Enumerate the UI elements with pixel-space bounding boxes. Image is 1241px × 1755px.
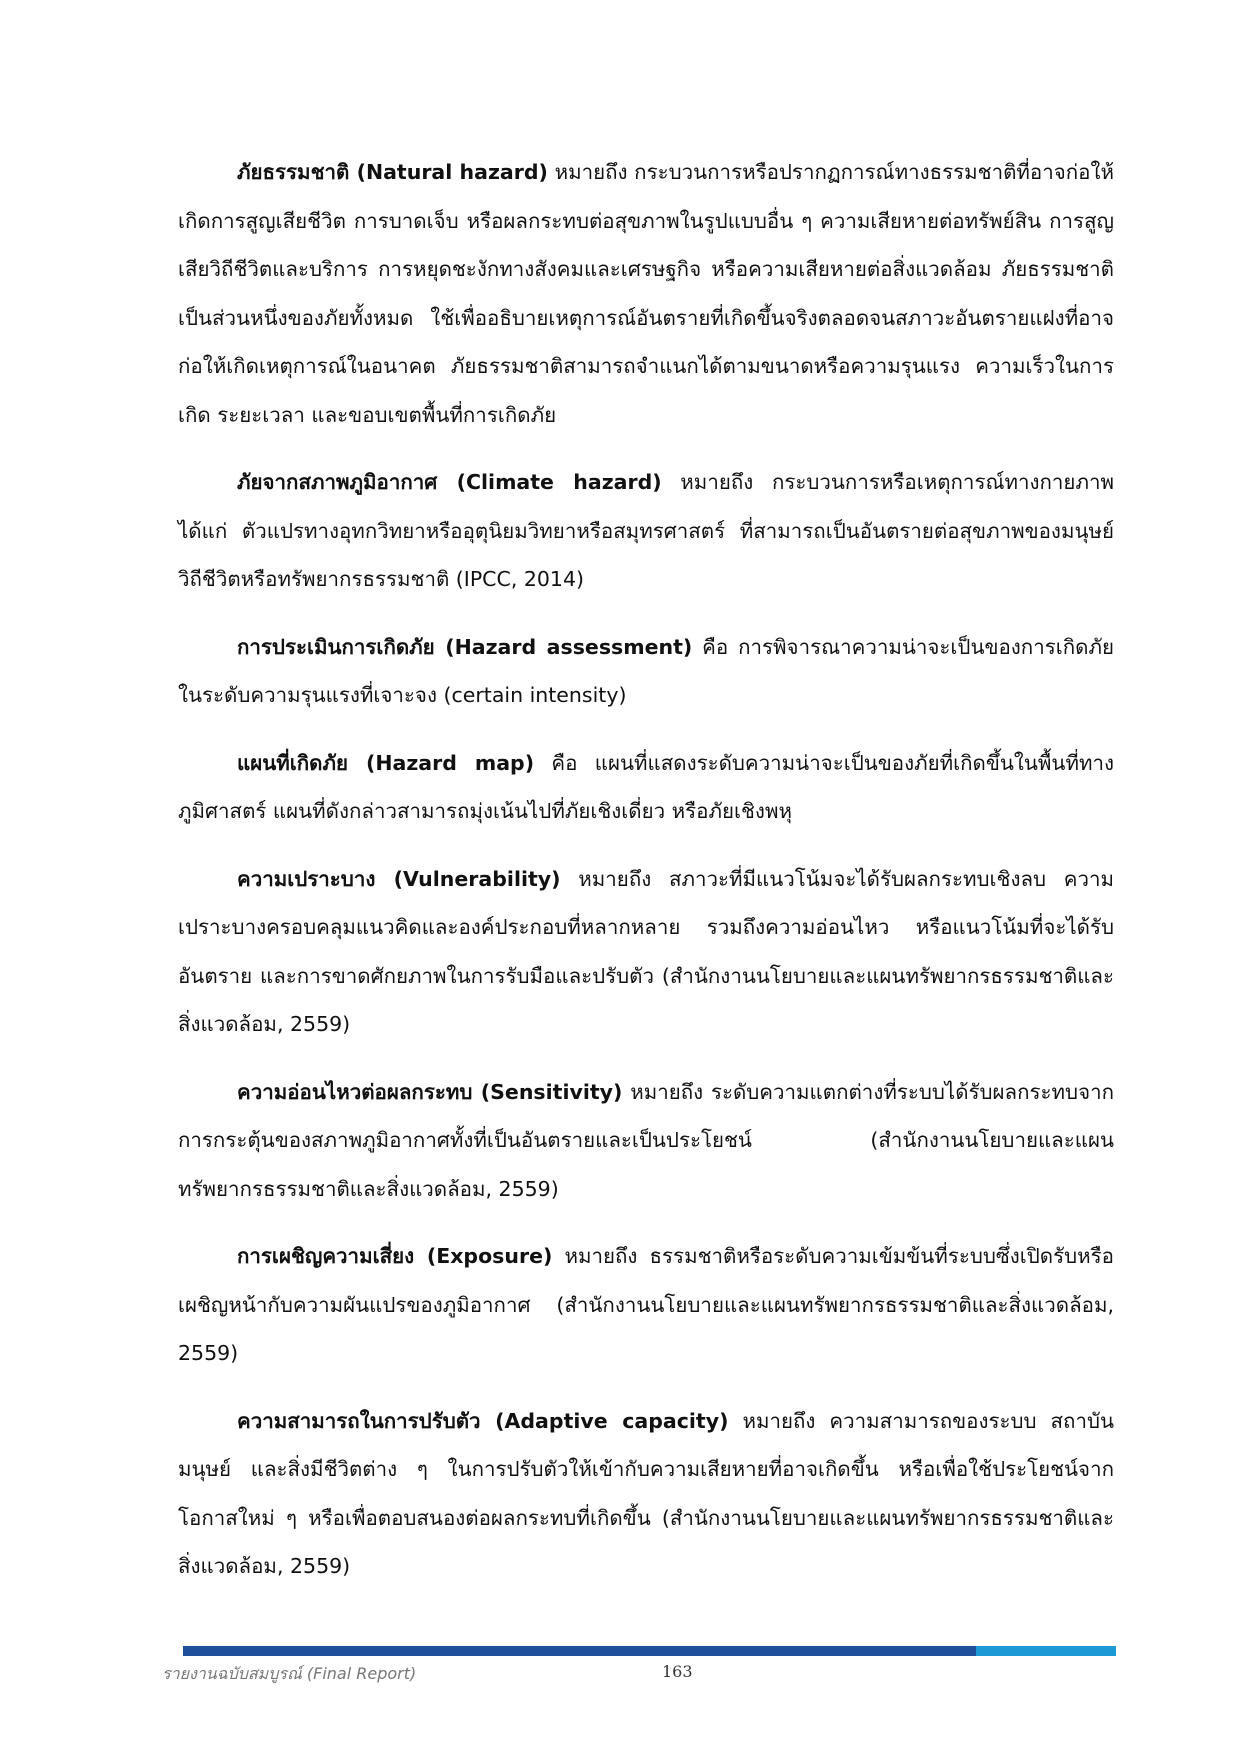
- definition-term: ภัยธรรมชาติ (Natural hazard): [237, 160, 548, 184]
- footer-report-title: รายงานฉบับสมบูรณ์ (Final Report): [162, 1664, 417, 1683]
- definition-paragraph: [178, 855, 1114, 1049]
- definition-text: คือ แผนที่แสดงระดับความน่าจะเป็นของภัยที่เกิดขึ้นในพื้นที่ทางภูมิศาสตร์ แผนที่ดังกล่าวสามารถมุ่งเน้นไปที่ภัยเชิงเดี่ยว หรือภัยเชิงพหุ: [178, 750, 1114, 823]
- definition-text: หมายถึง สภาวะที่มีแนวโน้มจะได้รับผลกระทบเชิงลบ ความเปราะบางครอบคลุมแนวคิดและองค์ประกอบที่หลากหลาย รวมถึงความอ่อนไหว หรือแนวโน้มที่จะได้รับอันตราย และการขาดศักยภาพในการรับมือและปรับตัว (สำนักงานนโยบายและแผนทรัพยากรธรรมชาติและสิ่งแวดล้อม, 2559): [178, 866, 1114, 1036]
- document-body: [178, 148, 1114, 1610]
- definition-text: หมายถึง ธรรมชาติหรือระดับความเข้มข้นที่ระบบซึ่งเปิดรับหรือเผชิญหน้ากับความผันแปรของภูมิอากาศ (สำนักงานนโยบายและแผนทรัพยากรธรรมชาติและสิ่งแวดล้อม, 2559): [178, 1244, 1114, 1365]
- definition-term: ความเปราะบาง (Vulnerability): [237, 866, 561, 891]
- definition-paragraph: [178, 1232, 1114, 1378]
- definition-term: การประเมินการเกิดภัย (Hazard assessment): [237, 634, 693, 659]
- definition-text: หมายถึง ความสามารถของระบบ สถาบันมนุษย์ และสิ่งมีชีวิตต่าง ๆ ในการปรับตัวให้เข้ากับความเสียหายที่อาจเกิดขึ้น หรือเพื่อใช้ประโยชน์จากโอกาสใหม่ ๆ หรือเพื่อตอบสนองต่อผลกระทบที่เกิดขึ้น (สำนักงานนโยบายและแผนทรัพยากรธรรมชาติและสิ่งแวดล้อม, 2559): [178, 1408, 1114, 1578]
- definition-text: คือ การพิจารณาความน่าจะเป็นของการเกิดภัยในระดับความรุนแรงที่เจาะจง (certain intensity): [178, 634, 1114, 707]
- page-number: 163: [662, 1662, 693, 1681]
- definition-term: ความอ่อนไหวต่อผลกระทบ (Sensitivity): [237, 1079, 623, 1104]
- definition-term: ภัยจากสภาพภูมิอากาศ (Climate hazard): [237, 470, 662, 494]
- definition-paragraph: [178, 739, 1114, 836]
- definition-term: การเผชิญความเสี่ยง (Exposure): [237, 1244, 553, 1268]
- definition-text: หมายถึง ระดับความแตกต่างที่ระบบได้รับผลกระทบจากการกระตุ้นของสภาพภูมิอากาศทั้งที่เป็นอันตรายและเป็นประโยชน์ (สำนักงานนโยบายและแผนทรัพยากรธรรมชาติและสิ่งแวดล้อม, 2559): [178, 1079, 1115, 1201]
- definition-text: หมายถึง กระบวนการหรือปรากฏการณ์ทางธรรมชาติที่อาจก่อให้เกิดการสูญเสียชีวิต การบาดเจ็บ หรือผลกระทบต่อสุขภาพในรูปแบบอื่น ๆ ความเสียหายต่อทรัพย์สิน การสูญเสียวิถีชีวิตและบริการ การหยุดชะงักทางสังคมและเศรษฐกิจ หรือความเสียหายต่อสิ่งแวดล้อม ภัยธรรมชาติเป็นส่วนหนึ่งของภัยทั้งหมด ใช้เพื่ออธิบายเหตุการณ์อันตรายที่เกิดขึ้นจริงตลอดจนสภาวะอันตรายแฝงที่อาจก่อให้เกิดเหตุการณ์ในอนาคต ภัยธรรมชาติสามารถจำแนกได้ตามขนาดหรือความรุนแรง ความเร็วในการเกิด ระยะเวลา และขอบเขตพื้นที่การเกิดภัย: [178, 160, 1115, 427]
- definition-paragraph: [178, 148, 1114, 439]
- footer-bar-light-segment: [976, 1646, 1116, 1656]
- footer-bar-dark-segment: [183, 1646, 976, 1656]
- definition-term: ความสามารถในการปรับตัว (Adaptive capacity): [237, 1408, 729, 1433]
- definition-paragraph: [178, 1397, 1114, 1591]
- definition-text: หมายถึง กระบวนการหรือเหตุการณ์ทางกายภาพ ได้แก่ ตัวแปรทางอุทกวิทยาหรืออุตุนิยมวิทยาหรือสมุทรศาสตร์ ที่สามารถเป็นอันตรายต่อสุขภาพของมนุษย์ วิถีชีวิตหรือทรัพยากรธรรมชาติ (IPCC, 2014): [178, 470, 1114, 591]
- definition-paragraph: [178, 623, 1114, 720]
- footer-divider-bar: [183, 1646, 1116, 1656]
- definition-term: แผนที่เกิดภัย (Hazard map): [237, 750, 535, 775]
- definition-paragraph: [178, 1068, 1114, 1214]
- definition-paragraph: [178, 458, 1114, 604]
